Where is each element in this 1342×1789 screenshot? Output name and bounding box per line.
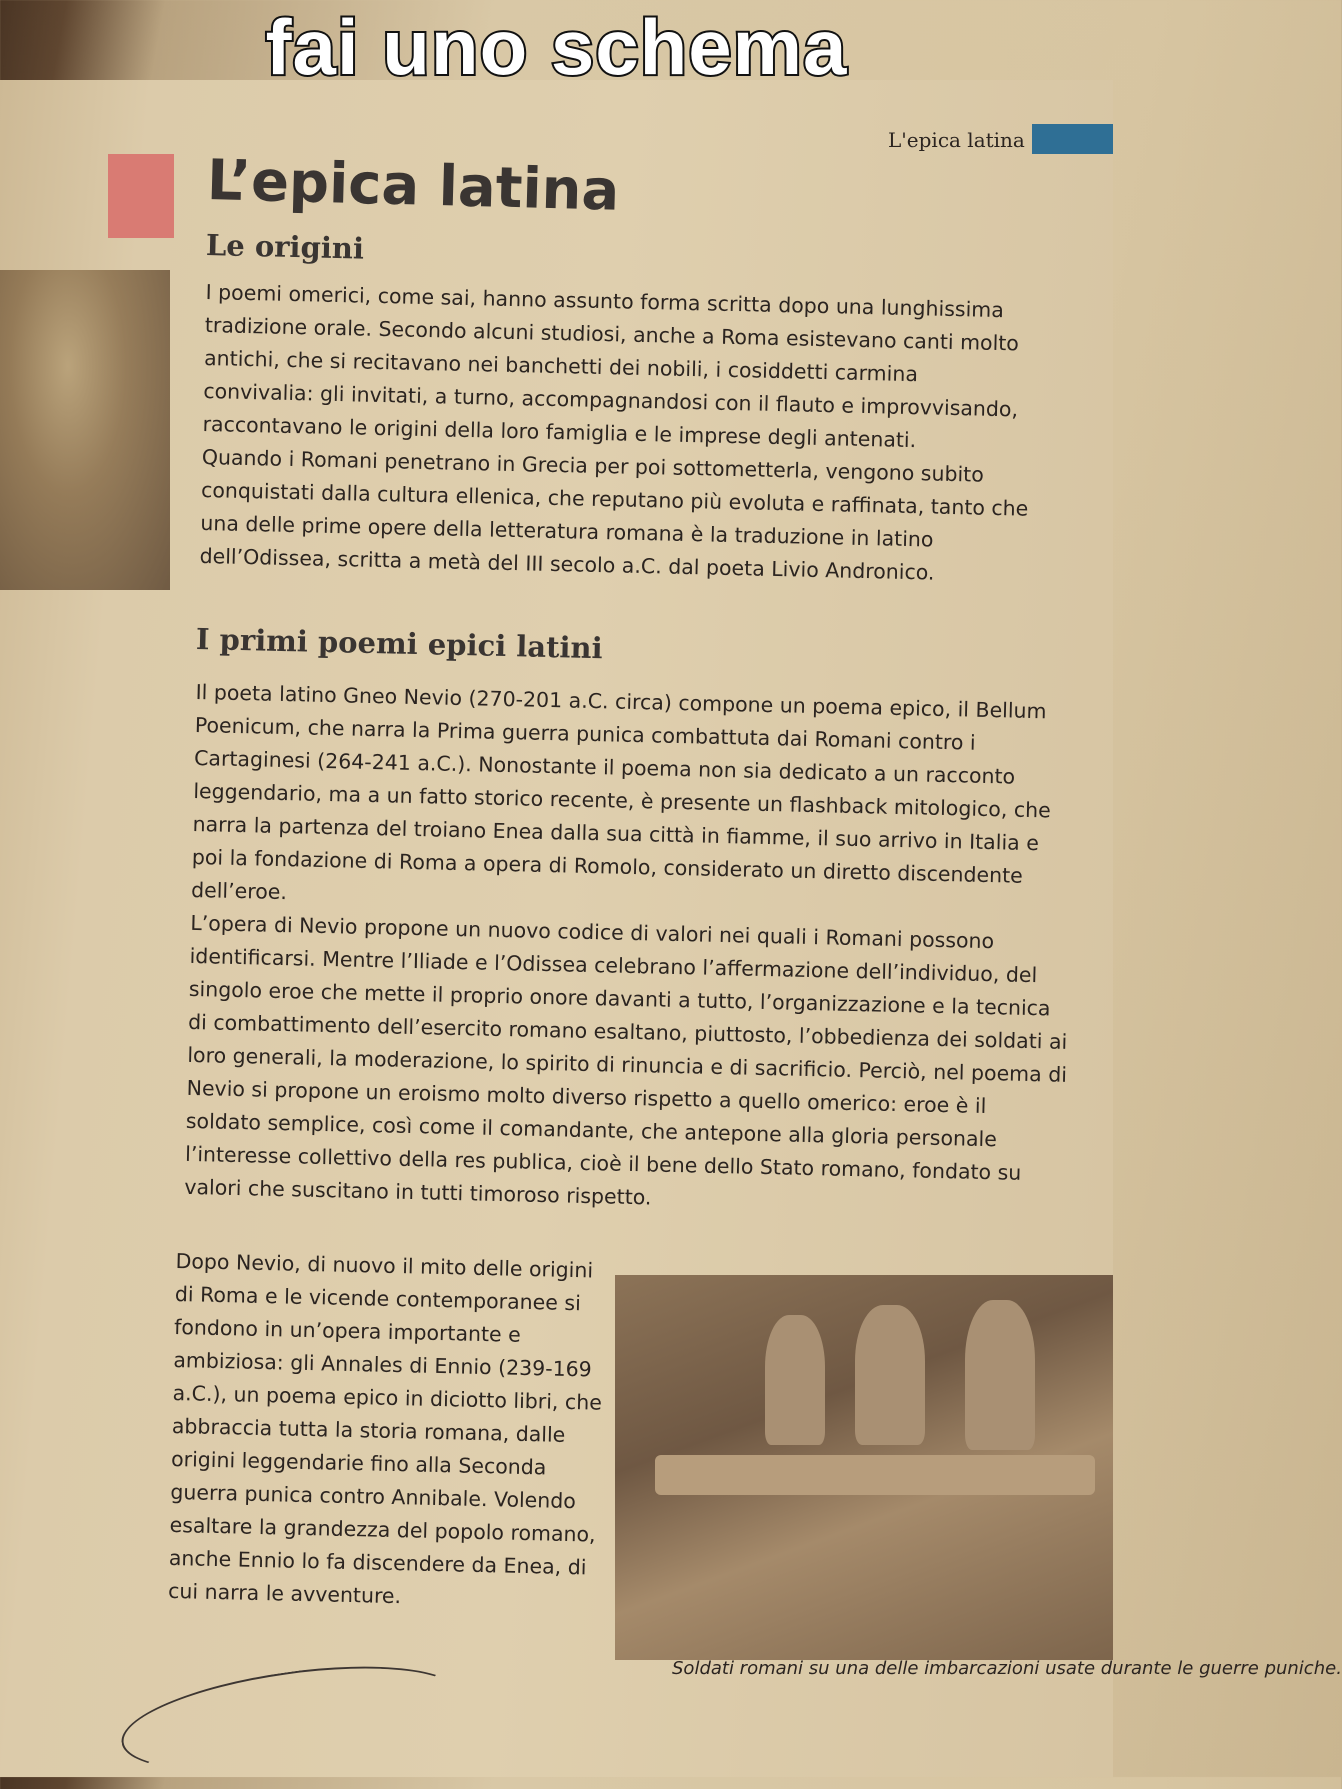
section-heading-origini: Le origini: [205, 228, 365, 266]
fresco-image: [0, 270, 170, 590]
paragraph: Quando i Romani penetrano in Grecia per poi sottometterla, vengono subito conquistati dalla cultura ellenica, che reputano più evoluta e raffinata, tanto che una delle prime opere della letteratura romana è la traduzione in latino dell’Odissea, scritta a metà del III secolo a.C. dal poeta Livio Andronico.: [199, 444, 1029, 585]
page-title: L’epica latina: [206, 148, 621, 224]
section-primi-poemi-body: [184, 676, 1076, 1224]
title-marker: [108, 154, 174, 238]
image-caption: Soldati romani su una delle imbarcazioni usate durante le guerre puniche.: [672, 1658, 1342, 1679]
paragraph: Dopo Nevio, di nuovo il mito delle origini di Roma e le vicende contemporanee si fondono in un’opera importante e ambiziosa: gli Annales di Ennio (239-169 a.C.), un poema epico in diciotto libri, che abbraccia tutta la storia romana, dalle origini leggendarie fino alla Seconda guerra punica contro Annibale. Volendo esaltare la grandezza del popolo romano, anche Ennio lo fa discendere da Enea, di cui narra le avventure.: [167, 1248, 603, 1609]
chapter-color-tab: [1032, 124, 1113, 154]
relief-figure: [855, 1305, 925, 1445]
section-heading-primi-poemi: I primi poemi epici latini: [195, 622, 604, 666]
section-primi-poemi-ennio: [168, 1245, 606, 1618]
paragraph: L’opera di Nevio propone un nuovo codice di valori nei quali i Romani possono identificarsi. Mentre l’Iliade e l’Odissea celebrano l’affermazione dell’individuo, del singolo eroe che mette il proprio onore davanti a tutto, l’organizzazione e la tecnica di combattimento dell’esercito romano esaltano, piuttosto, l’obbedienza dei soldati ai loro generali, la moderazione, lo spirito di rinuncia e di sacrificio. Perciò, nel poema di Nevio si propone un eroismo molto diverso rispetto a quello omerico: eroe è il soldato semplice, così come il comandante, che antepone alla gloria personale l’interesse collettivo della res publica, cioè il bene dello Stato romano, fondato su valori che suscitano in tutti timoroso rispetto.: [184, 910, 1068, 1210]
relief-figure: [765, 1315, 825, 1445]
chapter-label: L'epica latina: [888, 128, 1025, 152]
paragraph: I poemi omerici, come sai, hanno assunto forma scritta dopo una lunghissima tradizione orale. Secondo alcuni studiosi, anche a Roma esistevano canti molto antichi, che si recitavano nei banchetti dei nobili, i cosiddetti carmina convivalia: gli invitati, a turno, accompagnandosi con il flauto e improvvisando, raccontavano le origini della loro famiglia e le imprese degli antenati.: [202, 279, 1020, 453]
paragraph: Il poeta latino Gneo Nevio (270-201 a.C. circa) compone un poema epico, il Bellum Poenicum, che narra la Prima guerra punica combattuta dai Romani contro i Cartaginesi (264-241 a.C.). Nonostante il poema non sia dedicato a un racconto leggendario, ma a un fatto storico recente, è presente un flashback mitologico, che narra la partenza del troiano Enea dalla sua città in fiamme, il suo arrivo in Italia e poi la fondazione di Roma a opera di Romolo, considerato un diretto discendente dell’eroe.: [190, 679, 1052, 905]
relief-ship-hull: [655, 1455, 1095, 1495]
relief-image: [615, 1275, 1113, 1660]
relief-figure: [965, 1300, 1035, 1450]
section-origini-body: [199, 276, 1036, 592]
overlay-caption: fai uno schema: [265, 3, 848, 91]
